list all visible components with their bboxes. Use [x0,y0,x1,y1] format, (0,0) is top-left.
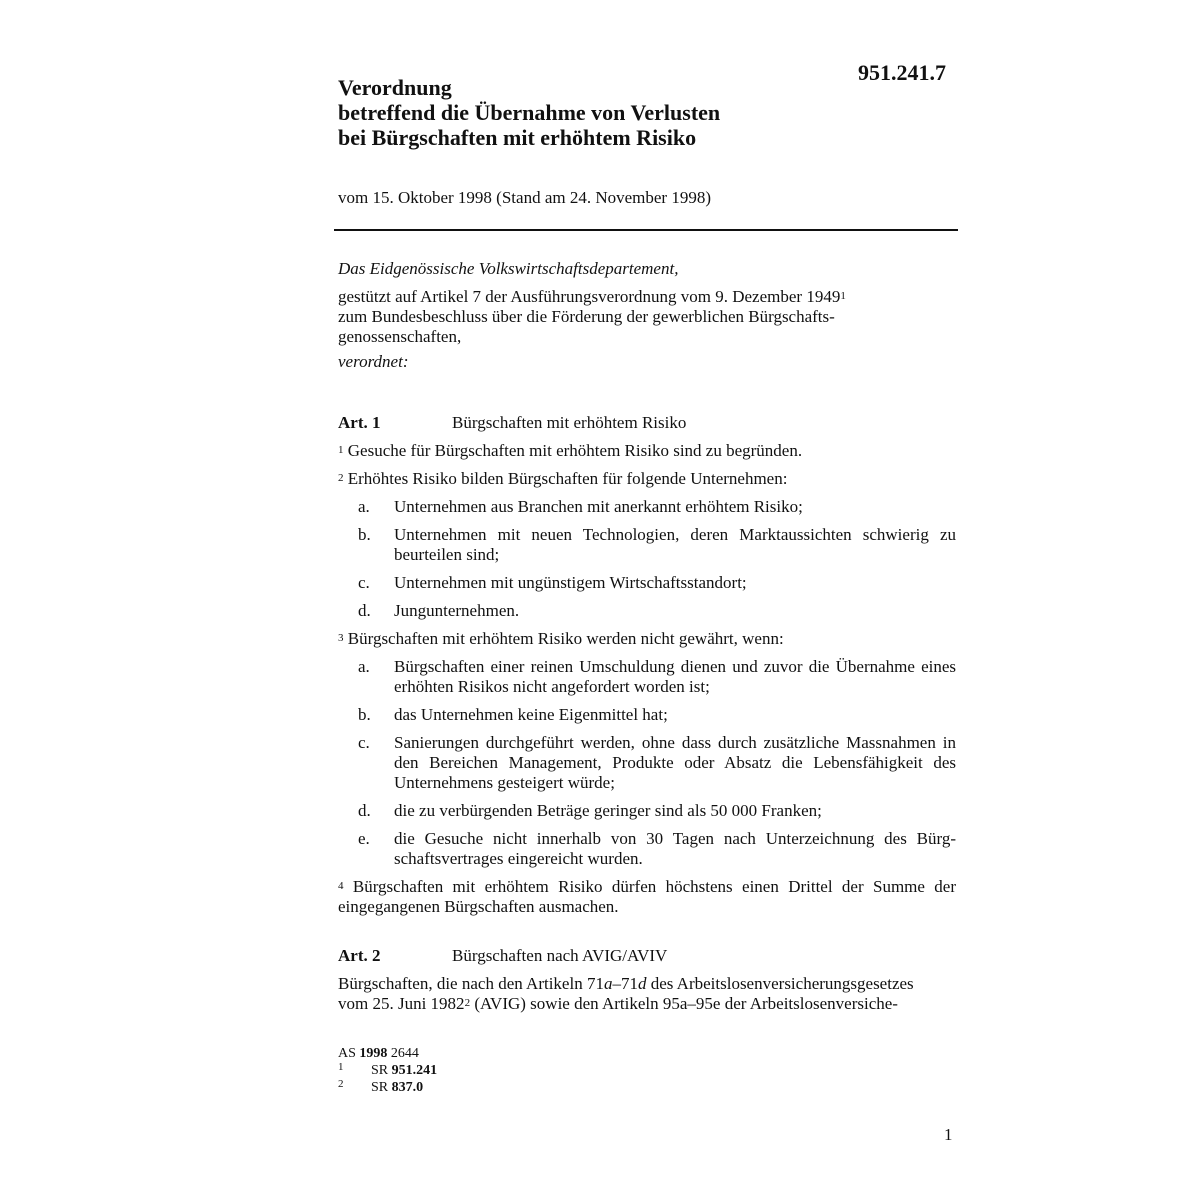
text-fragment: vom 25. Juni 1982 [338,994,465,1013]
title-divider [334,229,958,231]
list-item [338,497,956,517]
list-item-text: das Unternehmen keine Eigenmittel hat; [394,705,668,724]
preamble-decree: verordnet: [338,352,409,371]
list-item-letter: e. [358,829,370,848]
article-title: Bürgschaften mit erhöhtem Risiko [452,413,687,432]
list-item [338,829,956,869]
list-item [338,705,956,725]
footnote-ref-text: 951.241 [391,1063,438,1078]
art2-text-line [338,974,956,994]
list-item-text: Bürgschaften einer reinen Umschuldung dienen und zuvor die Übernahme eines erhöhten Risikos nicht angefordert worden ist; [394,657,956,696]
title-line: betreffend die Übernahme von Verlusten [338,100,721,125]
preamble-authority: Das Eidgenössische Volkswirtschaftsdepartement, [338,259,679,278]
list-item [338,601,956,621]
art1-paragraph-3 [338,629,956,649]
list-item-text: Unternehmen mit ungünstigem Wirtschaftsstandort; [394,573,747,592]
article-title: Bürgschaften nach AVIG/AVIV [452,946,668,965]
list-item [338,801,956,821]
footnote-ref: 2 [464,997,471,1009]
paragraph-text: Bürgschaften mit erhöhtem Risiko werden nicht gewährt, wenn: [347,629,784,648]
title-line: bei Bürgschaften mit erhöhtem Risiko [338,125,697,150]
preamble-basis-line: genossenschaften, [338,327,462,346]
footnote [338,1078,424,1096]
footnote-number: 1 [338,1061,344,1073]
list-item-letter: a. [358,657,370,676]
list-item-text: Sanierungen durchgeführt werden, ohne dass durch zusätzliche Massnahmen in den Bereichen Management, Produkte oder Absatz die Lebensfähigkeit des Unternehmens gesteigert würde; [394,733,956,792]
preamble-basis-line: gestützt auf Artikel 7 der Ausführungsverordnung vom 9. Dezember 1949 [338,287,841,306]
list-item-letter: a. [358,497,370,516]
as-prefix: AS [338,1046,360,1061]
footnote-ref: 1 [840,290,846,302]
list-item-letter: b. [358,705,371,724]
footnote [338,1061,438,1079]
art1-paragraph-1 [338,441,956,461]
date-line: vom 15. Oktober 1998 (Stand am 24. November 1998) [338,188,711,207]
preamble-basis-line: zum Bundesbeschluss über die Förderung der gewerblichen Bürgschafts- [338,307,835,326]
footnote-prefix: SR [371,1080,392,1095]
footnote-number: 2 [338,1078,344,1090]
page-number: 1 [944,1125,953,1144]
article-number: Art. 1 [338,413,381,432]
list-item-letter: c. [358,573,370,592]
preamble-basis [338,287,956,347]
art1-heading [338,413,686,433]
footnotes [338,1045,438,1096]
art1-paragraph-4 [338,877,956,917]
article-number: Art. 2 [338,946,381,965]
list-item-letter: b. [358,525,371,544]
as-reference [338,1045,419,1062]
paragraph-number: 1 [338,444,344,456]
title-line: Verordnung [338,75,452,100]
text-fragment: des Arbeitslosenversicherungsgesetzes [646,974,914,993]
list-item [338,525,956,565]
list-item-letter: c. [358,733,370,752]
list-item-letter: d. [358,601,371,620]
as-page: 2644 [387,1046,419,1061]
list-item [338,573,956,593]
art2-text-line [338,994,956,1014]
sr-number: 951.241.7 [858,60,946,85]
as-year: 1998 [359,1046,388,1061]
paragraph-text: Bürgschaften mit erhöhtem Risiko dürfen höchstens einen Drittel der Summe der eingegangenen Bürgschaften ausmachen. [338,877,956,916]
paragraph-text: Erhöhtes Risiko bilden Bürgschaften für folgende Unternehmen: [347,469,788,488]
list-item-text: Unternehmen mit neuen Technologien, deren Marktaussichten schwierig zu beurteilen sind; [394,525,956,564]
paragraph-number: 3 [338,632,344,644]
list-item-text: Jungunternehmen. [394,601,520,620]
text-fragment: (AVIG) sowie den Artikeln 95a–95e der Arbeitslosenversiche- [470,994,898,1013]
text-fragment: d [637,974,647,993]
text-fragment: a [603,974,613,993]
list-item-text: die Gesuche nicht innerhalb von 30 Tagen nach Unterzeichnung des Bürg-schaftsvertrages eingereicht wurden. [394,829,956,868]
list-item-letter: d. [358,801,371,820]
footnote-ref-text: 837.0 [391,1080,424,1095]
paragraph-text: Gesuche für Bürgschaften mit erhöhtem Risiko sind zu begründen. [347,441,803,460]
list-item [338,733,956,793]
text-fragment: Bürgschaften, die nach den Artikeln 71 [338,974,604,993]
paragraph-number: 2 [338,472,344,484]
art1-paragraph-2 [338,469,956,489]
text-fragment: –71 [612,974,638,993]
paragraph-number: 4 [338,880,344,892]
art2-heading [338,946,667,966]
list-item-text: Unternehmen aus Branchen mit anerkannt erhöhtem Risiko; [394,497,803,516]
footnote-prefix: SR [371,1063,392,1078]
list-item [338,657,956,697]
list-item-text: die zu verbürgenden Beträge geringer sind als 50 000 Franken; [394,801,822,820]
document-title [338,75,720,150]
